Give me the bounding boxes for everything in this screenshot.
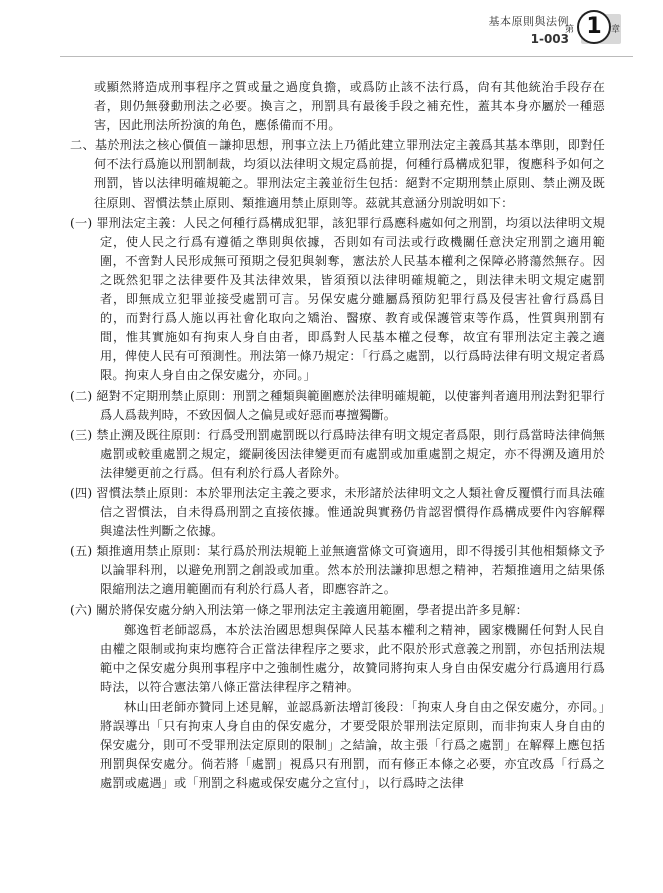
chapter-suffix: 章 xyxy=(611,25,621,35)
item-analogy: (五) 類推適用禁止原則：某行爲於刑法規範上並無適當條文可資適用，即不得援引其他相類條文予以論罪科刑，以避免刑罰之創設或加重。然本於刑法謙抑思想之精神，若類推適用之結果係限縮刑法之適用範圍而有利於行爲人者，即應容許之。 xyxy=(70,544,605,597)
chapter-prefix: 第 xyxy=(565,25,575,35)
item-customary-law: (四) 習慣法禁止原則：本於罪刑法定主義之要求，未形諸於法律明文之人類社會反覆慣行而具法確信之習慣法，自未得爲刑罰之直接依據。惟通說與實務仍肯認習慣得作爲構成要件內容解釋與違法性判斷之依據。 xyxy=(70,485,605,539)
page-header xyxy=(0,0,663,60)
intro-continuation: 或顯然將造成刑事程序之質或量之過度負擔，或爲防止該不法行爲，尙有其他統治手段存在者，則仍無發動刑法之必要。換言之，刑罰具有最後手段之補充性，蓋其本身亦屬於一種惡害，因此刑法所扮演的角色，應係備而不用。 xyxy=(94,80,605,133)
section-two: 二、基於刑法之核心價值－謙抑思想，刑事立法上乃循此建立罪刑法定主義爲其基本準則，即對任何不法行爲施以刑罰制裁，均須以法律明文規定爲前提，何種行爲構成犯罪，復應科予如何之刑罰，皆以法律明確規範之。罪刑法定主義並衍生包括：絕對不定期刑禁止原則、禁止溯及既往原則、習慣法禁止原則、類推適用禁止原則等。茲就其意涵分別說明如下： xyxy=(70,138,605,210)
item-nullum-crimen: (一) 罪刑法定主義：人民之何種行爲構成犯罪，該犯罪行爲應科處如何之刑罰，均須以法律明文規定，使人民之行爲有遵循之準則與依據，否則如有司法或行政機關任意決定刑罰之適用範圍，不啻對人民形成無可預期之侵犯與剝奪，憲法於人民基本權利之保障必將蕩然無存。因之既然犯罪之法律要件及其法律效果，皆須預以法律明確規範之，則法律未明文規定處罰者，即無成立犯罪並接受處罰可言。另保安處分雖屬爲預防犯罪行爲及侵害社會行爲爲目的，而對行爲人施以再社會化取向之矯治、醫療、教育或保護管束等作爲，性質與刑罰有間，惟其實施如有拘束人身自由者，即爲對人民基本權之侵奪，故宜有罪刑法定主義之適用，俾使人民有可預測性。刑法第一條乃規定：「行爲之處罰，以行爲時法律有明文規定者爲限。拘束人身自由之保安處分，亦同。」 xyxy=(70,215,605,383)
book-title: 基本原則與法例 xyxy=(488,15,569,28)
chapter-badge xyxy=(565,10,621,48)
item-non-retroactivity: (三) 禁止溯及既往原則：行爲受刑罰處罰既以行爲時法律有明文規定者爲限，則行爲當時法律倘無處罰或較重處罰之規定，縱嗣後因法律變更而有處罰或加重處罰之規定，亦不得溯及適用於法律變更前之行爲。但有利於行爲人者除外。 xyxy=(70,427,605,480)
scholar-view-lin: 林山田老師亦贊同上述見解，並認爲新法增訂後段：「拘束人身自由之保安處分，亦同。」將誤導出「只有拘束人身自由的保安處分，才要受限於罪刑法定原則，而非拘束人身自由的保安處分，則可不受罪刑法定原則的限制」之結論，故主張「行爲之處罰」在解釋上應包括刑罰與保安處分。倘若將「處罰」視爲只有刑罰，而有修正本條之必要，亦宜改爲「行爲之處罰或處遇」或「刑罰之科處或保安處分之宣付」，以行爲時之法律 xyxy=(100,700,605,791)
page-body xyxy=(70,78,605,794)
chapter-number: 1 xyxy=(586,14,602,39)
scholar-view-cheng: 鄭逸哲老師認爲，本於法治國思想與保障人民基本權利之精神，國家機關任何對人民自由權之限制或拘束均應符合正當法律程序之要求，此不限於形式意義之刑罰，亦包括刑法規範中之保安處分與刑事程序中之強制性處分，故贊同將拘束人身自由保安處分行爲適用行爲時法，以符合憲法第八條正當法律程序之精神。 xyxy=(100,622,605,694)
header-rule xyxy=(60,56,633,57)
item-indeterminate-sentence: (二) 絕對不定期刑禁止原則：刑罰之種類與範圍應於法律明確規範，以使審判者適用刑法對犯罪行爲人爲裁判時，不致因個人之偏見或好惡而專擅獨斷。 xyxy=(70,388,605,422)
item-security-measures: (六) 關於將保安處分納入刑法第一條之罪刑法定主義適用範圍，學者提出許多見解： xyxy=(70,602,528,617)
page-number: 1-003 xyxy=(530,32,569,46)
header-text xyxy=(489,14,570,47)
